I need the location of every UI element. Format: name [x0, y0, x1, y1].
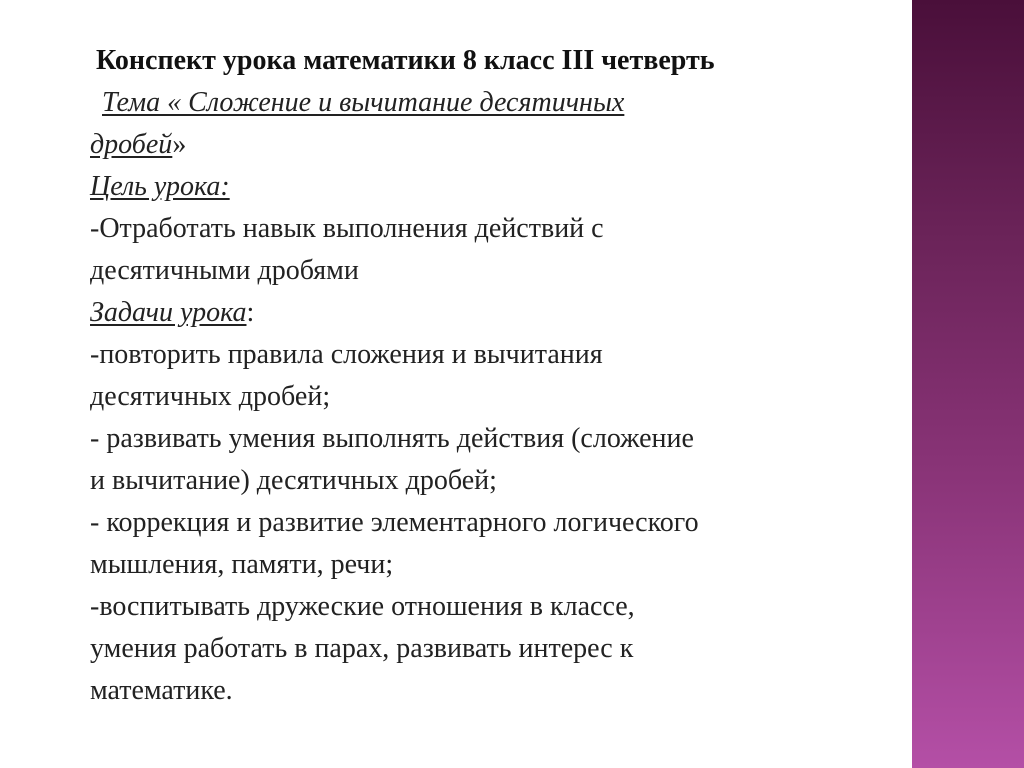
- topic-text-continued: дробей: [90, 129, 173, 160]
- tasks-label-colon: :: [246, 297, 255, 328]
- lesson-heading: Конспект урока математики 8 класс III четверть: [96, 45, 715, 76]
- tasks-label-line: [90, 292, 880, 334]
- topic-closing-quote: »: [172, 129, 187, 160]
- task-line: умения работать в парах, развивать интерес к: [90, 633, 634, 664]
- goal-line: -Отработать навык выполнения действий с: [90, 213, 604, 244]
- tasks-label: Задачи урока: [90, 297, 247, 328]
- task-line: -воспитывать дружеские отношения в классе,: [90, 591, 635, 622]
- task-line: мышления, памяти, речи;: [90, 549, 394, 580]
- task-line: и вычитание) десятичных дробей;: [90, 465, 497, 496]
- topic-text: Тема « Сложение и вычитание десятичных: [102, 87, 625, 118]
- task-line: математике.: [90, 675, 233, 706]
- task-line: десятичных дробей;: [90, 381, 331, 412]
- decorative-side-band: [912, 0, 1024, 768]
- task-line: - коррекция и развитие элементарного логического: [90, 507, 699, 538]
- goal-line: десятичными дробями: [90, 255, 359, 286]
- goal-label: Цель урока:: [90, 171, 230, 202]
- task-line: -повторить правила сложения и вычитания: [90, 339, 603, 370]
- topic-line-2: [90, 124, 880, 166]
- topic-line-1: [90, 82, 880, 124]
- slide-content: [90, 40, 880, 712]
- goal-label-line: [90, 166, 880, 208]
- task-line: - развивать умения выполнять действия (сложение: [90, 423, 694, 454]
